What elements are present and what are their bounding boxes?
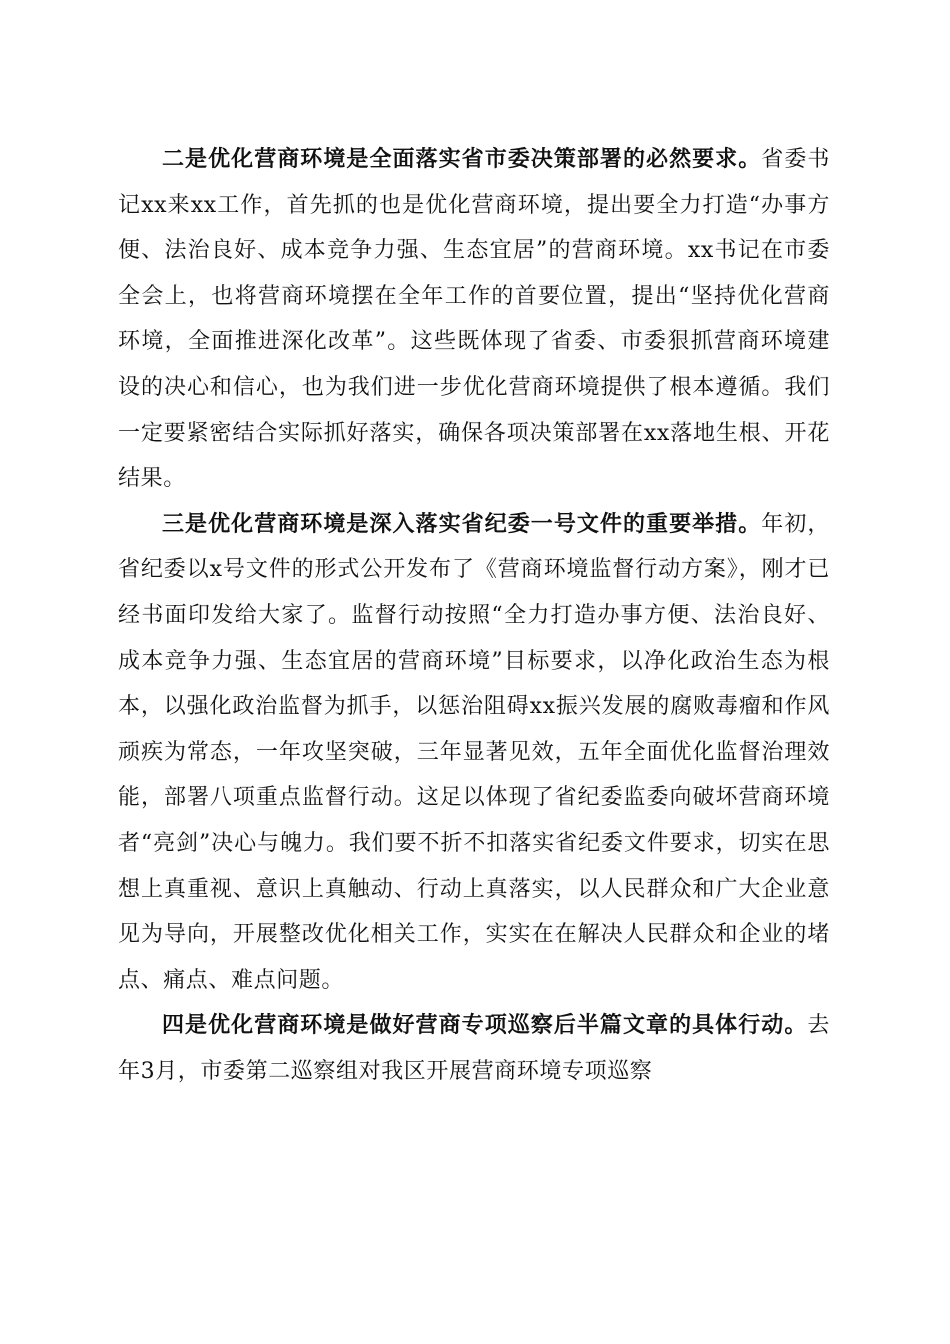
- paragraph-2-body: 省委书记xx来xx工作，首先抓的也是优化营商环境，提出要全力打造“办事方便、法治良好、成本竞争力强、生态宜居”的营商环境。xx书记在市委全会上，也将营商环境摆在全年工作的首要位置，提出“坚持优化营商环境，全面推进深化改革”。这些既体现了省委、市委狠抓营商环境建设的决心和信心，也为我们进一步优化营商环境提供了根本遵循。我们一定要紧密结合实际抓好落实，确保各项决策部署在xx落地生根、开花结果。: [118, 147, 830, 492]
- paragraph-2: [118, 137, 830, 502]
- paragraph-3: [118, 502, 830, 1004]
- paragraph-4-body: 去年3月，市委第二巡察组对我区开展营商环境专项巡察: [118, 1013, 830, 1084]
- paragraph-3-body: 年初，省纪委以x号文件的形式公开发布了《营商环境监督行动方案》，刚才已经书面印发给大家了。监督行动按照“全力打造办事方便、法治良好、成本竞争力强、生态宜居的营商环境”目标要求，以净化政治生态为根本，以强化政治监督为抓手，以惩治阻碍xx振兴发展的腐败毒瘤和作风顽疾为常态，一年攻坚突破，三年显著见效，五年全面优化监督治理效能，部署八项重点监督行动。这足以体现了省纪委监委向破坏营商环境者“亮剑”决心与魄力。我们要不折不扣落实省纪委文件要求，切实在思想上真重视、意识上真触动、行动上真落实，以人民群众和广大企业意见为导向，开展整改优化相关工作，实实在在解决人民群众和企业的堵点、痛点、难点问题。: [118, 511, 830, 993]
- paragraph-4-lead: 四是优化营商环境是做好营商专项巡察后半篇文章的具体行动。: [162, 1012, 808, 1039]
- document-body: [118, 137, 830, 1094]
- paragraph-4: [118, 1003, 830, 1094]
- paragraph-3-lead: 三是优化营商环境是深入落实省纪委一号文件的重要举措。: [162, 510, 762, 537]
- paragraph-2-lead: 二是优化营商环境是全面落实省市委决策部署的必然要求。: [162, 146, 762, 172]
